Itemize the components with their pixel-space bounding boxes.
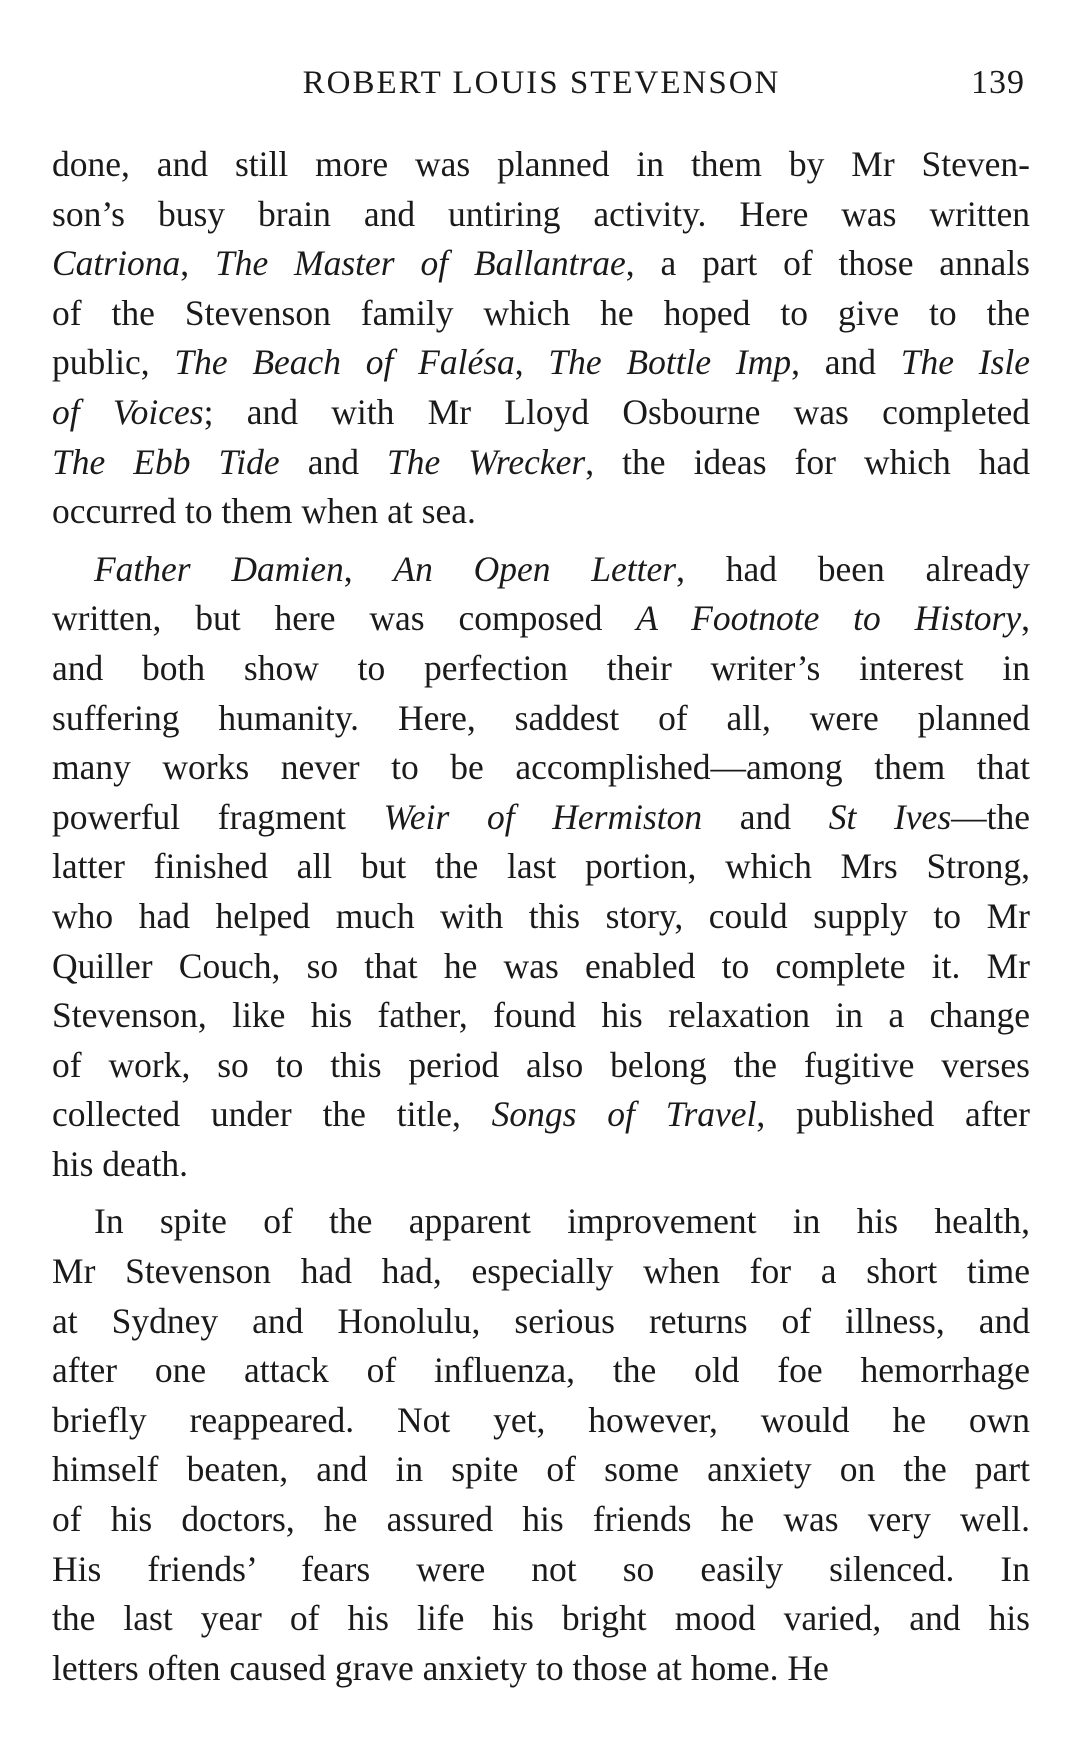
italic-title: An Open Letter xyxy=(393,548,677,589)
text-run: letters often caused grave anxiety to those at home. He xyxy=(52,1647,829,1688)
text-run: collected under the title, xyxy=(52,1094,492,1135)
paragraph xyxy=(52,545,1030,1190)
text-run: , xyxy=(180,243,215,284)
text-line xyxy=(52,388,1030,438)
text-line xyxy=(52,1445,1030,1495)
italic-title: St Ives xyxy=(828,796,952,837)
text-line xyxy=(52,1594,1030,1644)
running-head xyxy=(0,58,1083,108)
text-run: written, but here was composed xyxy=(52,598,637,639)
text-run: , xyxy=(514,342,549,383)
text-run: of the Stevenson family which he hoped to give to the xyxy=(52,292,1030,333)
text-run: at Sydney and Honolulu, serious returns of illness, and xyxy=(52,1300,1030,1341)
text-run: , published after xyxy=(756,1094,1030,1135)
italic-title: Songs of Travel xyxy=(491,1094,757,1135)
italic-title: The Master of Ballantrae xyxy=(214,243,626,284)
text-run: done, and still more was planned in them by Mr Steven- xyxy=(52,144,1030,184)
italic-title: The Wrecker xyxy=(387,441,586,482)
text-line xyxy=(52,1247,1030,1297)
text-run: briefly reappeared. Not yet, however, would he own xyxy=(52,1399,1030,1440)
text-line xyxy=(52,1041,1030,1091)
text-run: , had been already xyxy=(676,548,1030,589)
text-run: of his doctors, he assured his friends he was very well. xyxy=(52,1499,1030,1540)
text-run: his death. xyxy=(52,1143,189,1184)
text-run: , xyxy=(1021,598,1031,639)
text-line xyxy=(52,487,1030,537)
text-run: son’s busy brain and untiring activity. Here was written xyxy=(52,193,1030,234)
text-line xyxy=(52,1297,1030,1347)
text-line xyxy=(52,1346,1030,1396)
text-run: after one attack of influenza, the old foe hemorrhage xyxy=(52,1350,1030,1391)
text-line xyxy=(52,991,1030,1041)
text-line xyxy=(52,1545,1030,1595)
text-line xyxy=(52,1644,1030,1694)
text-run: and xyxy=(279,441,387,482)
text-run: himself beaten, and in spite of some anxiety on the part xyxy=(52,1449,1030,1490)
italic-title: The Bottle Imp xyxy=(548,342,792,383)
text-line xyxy=(52,438,1030,488)
text-run: powerful fragment xyxy=(52,796,384,837)
text-run: Stevenson, like his father, found his relaxation in a change xyxy=(52,995,1030,1036)
text-run: who had helped much with this story, could supply to Mr xyxy=(52,895,1030,936)
italic-title: The Ebb Tide xyxy=(52,441,280,482)
text-line xyxy=(52,338,1030,388)
body-text xyxy=(52,140,1030,1693)
italic-title: Father Damien xyxy=(94,548,344,589)
text-line xyxy=(52,793,1030,843)
text-run: —the xyxy=(951,796,1031,837)
text-run: latter finished all but the last portion, which Mrs Strong, xyxy=(52,846,1030,887)
text-line xyxy=(52,644,1030,694)
text-line xyxy=(52,743,1030,793)
text-run: His friends’ fears were not so easily silenced. In xyxy=(52,1548,1030,1589)
text-run: and both show to perfection their writer’s interest in xyxy=(52,647,1030,688)
text-line xyxy=(52,140,1030,190)
text-line xyxy=(52,694,1030,744)
italic-title: Weir of Hermiston xyxy=(383,796,703,837)
text-line xyxy=(52,1495,1030,1545)
text-run: and xyxy=(702,796,829,837)
italic-title: Catriona xyxy=(52,243,181,284)
text-run: occurred to them when at sea. xyxy=(52,491,476,532)
text-line xyxy=(52,239,1030,289)
text-run: suffering humanity. Here, saddest of all, were planned xyxy=(52,697,1030,738)
italic-title: of Voices xyxy=(52,391,204,432)
text-run: the last year of his life his bright mood varied, and his xyxy=(52,1598,1030,1639)
text-run: public, xyxy=(52,342,175,383)
text-line xyxy=(52,842,1030,892)
text-run: In spite of the apparent improvement in his health, xyxy=(94,1201,1030,1242)
text-run: Mr Stevenson had had, especially when for a short time xyxy=(52,1251,1030,1292)
text-line xyxy=(52,942,1030,992)
running-title: ROBERT LOUIS STEVENSON xyxy=(302,65,781,101)
text-run: Quiller Couch, so that he was enabled to complete it. Mr xyxy=(52,945,1030,986)
page-number: 139 xyxy=(971,64,1025,101)
italic-title: The Beach of Falésa xyxy=(174,342,515,383)
text-line xyxy=(52,1396,1030,1446)
text-run: many works never to be accomplished—among them that xyxy=(52,747,1030,788)
text-run: , a part of those annals xyxy=(625,243,1030,284)
text-run: of work, so to this period also belong the fugitive verses xyxy=(52,1044,1030,1085)
text-run: , and xyxy=(791,342,901,383)
text-line xyxy=(52,289,1030,339)
text-line xyxy=(52,1090,1030,1140)
text-line xyxy=(52,1140,1030,1190)
text-run: , xyxy=(343,548,394,589)
text-line xyxy=(52,190,1030,240)
italic-title: A Footnote to History xyxy=(636,598,1022,639)
text-line xyxy=(52,545,1030,595)
paragraph xyxy=(52,140,1030,537)
paragraph xyxy=(52,1197,1030,1693)
italic-title: The Isle xyxy=(900,342,1031,383)
text-line xyxy=(52,1197,1030,1247)
text-run: ; and with Mr Lloyd Osbourne was completed xyxy=(203,391,1030,432)
text-run: , the ideas for which had xyxy=(585,441,1031,482)
text-line xyxy=(52,594,1030,644)
text-line xyxy=(52,892,1030,942)
